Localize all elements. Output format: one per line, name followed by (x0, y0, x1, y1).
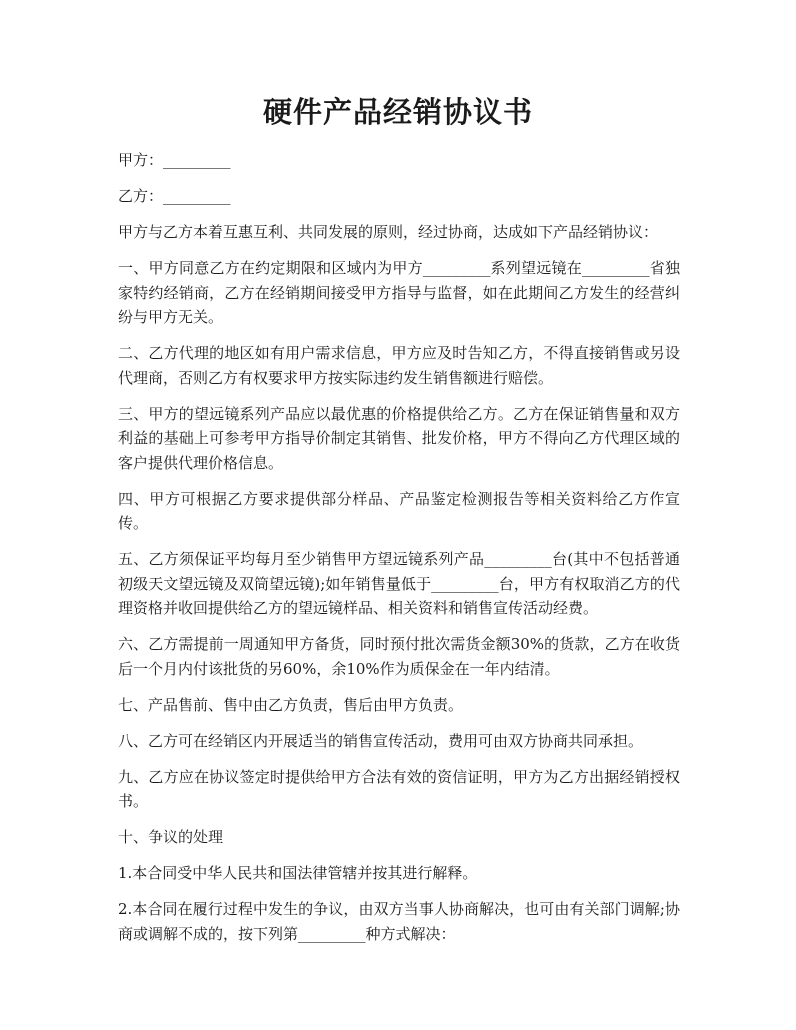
party-a-line: 甲方：_________ (118, 151, 231, 169)
clause-8: 八、乙方可在经销区内开展适当的销售宣传活动，费用可由双方协商共同承担。 (118, 731, 644, 750)
clause-10-item-1: 1.本合同受中华人民共和国法律管辖并按其进行解释。 (118, 864, 478, 882)
document-body (118, 148, 680, 958)
clause-5: 五、乙方须保证平均每月至少销售甲方望远镜系列产品_________台(其中不包括普通初级天文望远镜及双筒望远镜);如年销售量低于_________台，甲方有权取消乙方的代理资格并收回提供给乙方的望远镜样品、相关资料和销售宣传活动经费。 (118, 550, 680, 617)
document-title: 硬件产品经销协议书 (262, 95, 533, 129)
clause-10-heading: 十、争议的处理 (118, 828, 224, 846)
clause-3: 三、甲方的望远镜系列产品应以最优惠的价格提供给乙方。乙方在保证销售量和双方利益的基础上可参考甲方指导价制定其销售、批发价格，甲方不得向乙方代理区域的客户提供代理价格信息。 (118, 404, 680, 472)
clause-4: 四、甲方可根据乙方要求提供部分样品、产品鉴定检测报告等相关资料给乙方作宣传。 (118, 489, 680, 532)
party-b-line: 乙方：_________ (118, 187, 231, 205)
clause-7: 七、产品售前、售中由乙方负责，售后由甲方负责。 (118, 695, 464, 714)
clause-9: 九、乙方应在协议签定时提供给甲方合法有效的资信证明，甲方为乙方出据经销授权书。 (118, 767, 680, 810)
preamble: 甲方与乙方本着互惠互利、共同发展的原则，经过协商，达成如下产品经销协议： (118, 223, 659, 241)
clause-1: 一、甲方同意乙方在约定期限和区域内为甲方_________系列望远镜在_________省独家特约经销商，乙方在经销期间接受甲方指导与监督，如在此期间乙方发生的经营纠纷与甲方无关。 (118, 259, 680, 326)
clause-10-item-2: 2.本合同在履行过程中发生的争议，由双方当事人协商解决，也可由有关部门调解;协商或调解不成的，按下列第_________种方式解决： (118, 900, 680, 943)
clause-2: 二、乙方代理的地区如有用户需求信息，甲方应及时告知乙方，不得直接销售或另设代理商，否则乙方有权要求甲方按实际违约发生销售额进行赔偿。 (118, 344, 680, 387)
clause-6: 六、乙方需提前一周通知甲方备货，同时预付批次需货金额30%的货款，乙方在收货后一个月内付该批货的另60%，余10%作为质保金在一年内结清。 (118, 635, 680, 678)
